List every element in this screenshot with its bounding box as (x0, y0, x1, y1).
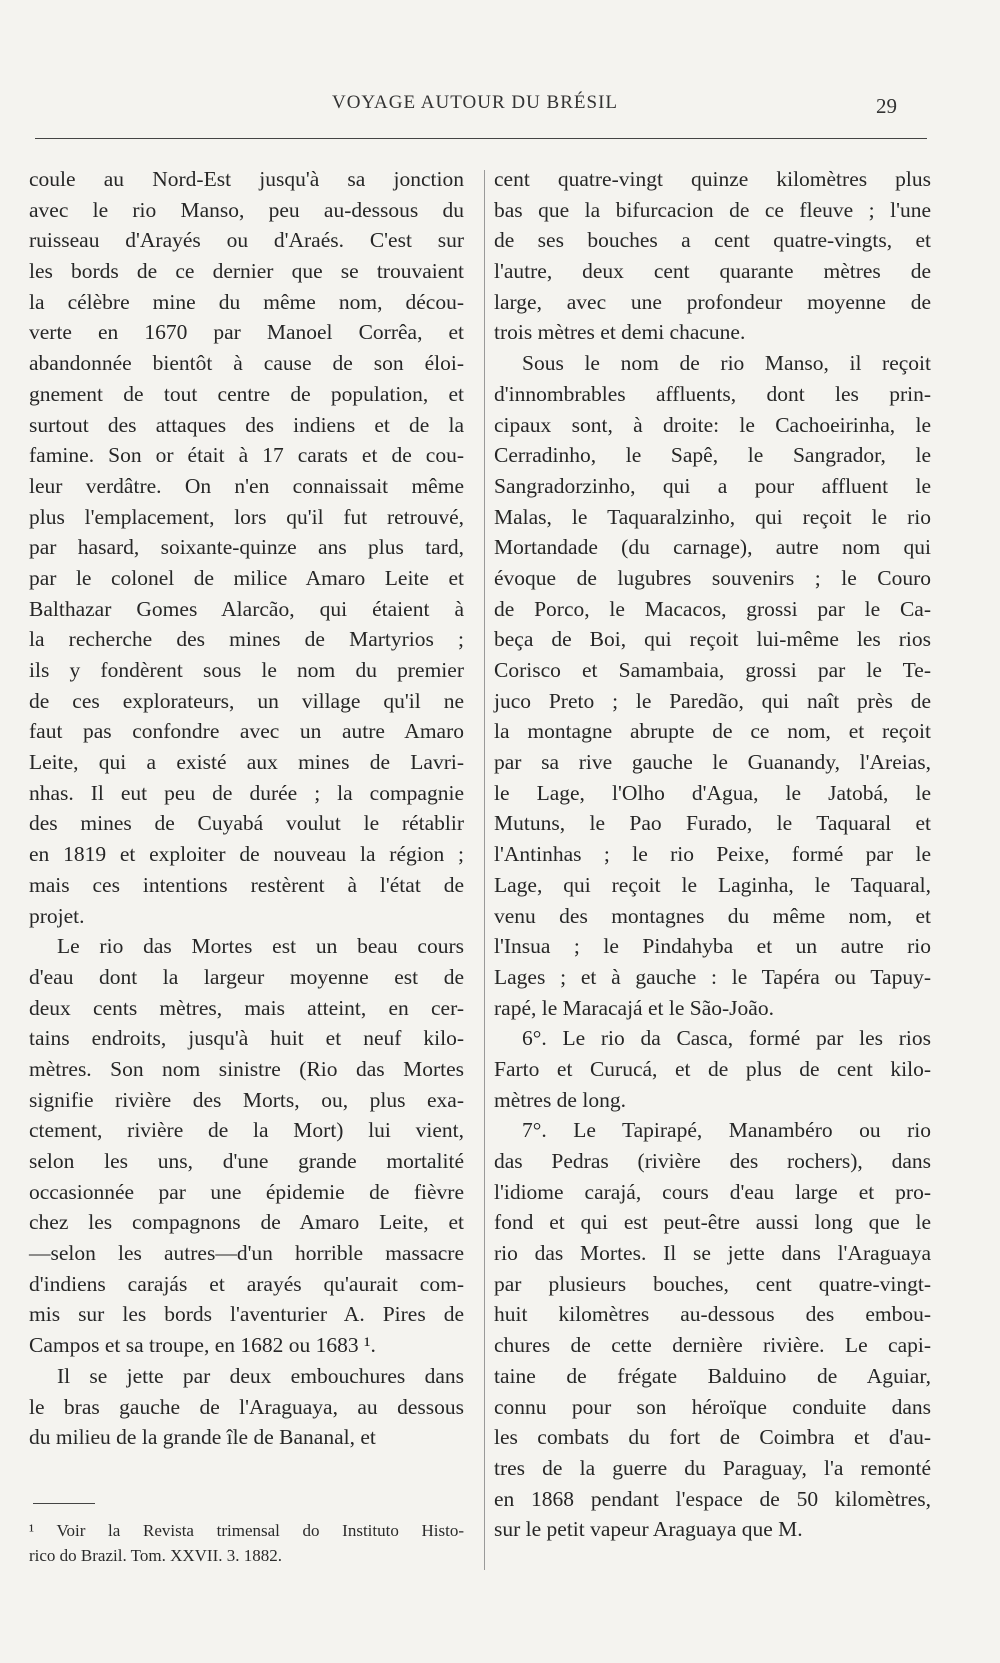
text-line: abandonnée bientôt à cause de son éloi- (29, 351, 464, 376)
text-line: de Porco, le Macacos, grossi par le Ca- (494, 596, 931, 621)
text-line: tres de la guerre du Paraguay, l'a remonté (494, 1455, 931, 1480)
text-line: d'eau dont la largeur moyenne est de (29, 964, 464, 989)
text-line: large, avec une profondeur moyenne de (494, 289, 931, 314)
text-line: Campos et sa troupe, en 1682 ou 1683 ¹. (29, 1333, 376, 1358)
text-line: trois mètres et demi chacune. (494, 320, 746, 345)
text-line: Sangradorzinho, qui a pour affluent le (494, 473, 931, 498)
footnote (29, 1518, 464, 1568)
text-line: mètres. Son nom sinistre (Rio das Mortes (29, 1056, 464, 1081)
text-line: les combats du fort de Coimbra et d'au- (494, 1425, 931, 1450)
text-line: la célèbre mine du même nom, décou- (29, 289, 464, 314)
page-number: 29 (876, 94, 897, 118)
text-line: cent quatre-vingt quinze kilomètres plus (494, 167, 931, 191)
text-line: ctement, rivière de la Mort) lui vient, (29, 1118, 464, 1143)
text-line: ils y fondèrent sous le nom du premier (29, 658, 464, 682)
text-line: chures de cette dernière rivière. Le capi- (494, 1333, 931, 1358)
text-line: tains endroits, jusqu'à huit et neuf kilo- (29, 1026, 464, 1051)
text-line: d'innombrables affluents, dont les prin- (494, 381, 931, 406)
text-line: par sa rive gauche le Guanandy, l'Areias, (494, 750, 931, 775)
text-line: des mines de Cuyabá voulut le rétablir (29, 811, 464, 836)
text-line: le Lage, l'Olho d'Agua, le Jatobá, le (494, 780, 931, 805)
text-line: en 1868 pendant l'espace de 50 kilomètres, (494, 1486, 931, 1511)
text-line: l'Insua ; le Pindahyba et un autre rio (494, 934, 931, 959)
text-line: mais ces intentions restèrent à l'état de (29, 872, 464, 897)
text-line: par plusieurs bouches, cent quatre-vingt- (494, 1271, 931, 1296)
text-line: évoque de lugubres souvenirs ; le Couro (494, 565, 931, 590)
text-line: signifie rivière des Morts, ou, plus exa- (29, 1087, 464, 1112)
text-line: les bords de ce dernier que se trouvaient (29, 259, 464, 284)
text-line: 6°. Le rio da Casca, formé par les rios (522, 1026, 931, 1051)
text-line: de ses bouches a cent quatre-vingts, et (494, 228, 931, 253)
text-line: Corisco et Samambaia, grossi par le Te- (494, 658, 931, 682)
text-line: fond et qui est peut-être aussi long que le (494, 1210, 931, 1235)
text-line: projet. (29, 903, 85, 928)
text-line: beça de Boi, qui reçoit lui-même les rios (494, 627, 931, 652)
text-line: leur verdâtre. On n'en connaissait même (29, 473, 464, 498)
text-line: Mortandade (du carnage), autre nom qui (494, 535, 931, 560)
text-line: coule au Nord-Est jusqu'à sa jonction (29, 167, 464, 191)
text-line: ruisseau d'Arayés ou d'Araés. C'est sur (29, 228, 464, 253)
text-line: Balthazar Gomes Alarcão, qui étaient à (29, 596, 464, 621)
text-line: par le colonel de milice Amaro Leite et (29, 565, 464, 590)
text-line: taine de frégate Balduino de Aguiar, (494, 1363, 931, 1388)
header-rule (35, 138, 927, 139)
text-line: Cerradinho, le Sapê, le Sangrador, le (494, 443, 931, 468)
text-line: huit kilomètres au-dessous des embou- (494, 1302, 931, 1327)
text-line: Sous le nom de rio Manso, il reçoit (522, 351, 931, 376)
text-line: chez les compagnons de Amaro Leite, et (29, 1210, 464, 1235)
text-line: d'indiens carajás et arayés qu'aurait com- (29, 1271, 464, 1296)
text-line: verte en 1670 par Manoel Corrêa, et (29, 320, 464, 345)
text-line: faut pas confondre avec un autre Amaro (29, 719, 464, 744)
text-line: venu des montagnes du même nom, et (494, 903, 931, 928)
text-line: l'idiome carajá, cours d'eau large et pro- (494, 1179, 931, 1204)
text-line: Il se jette par deux embouchures dans (57, 1363, 464, 1388)
text-line: famine. Son or était à 17 carats et de cou- (29, 443, 464, 468)
text-line: rapé, le Maracajá et le São-João. (494, 995, 774, 1020)
text-line: connu pour son héroïque conduite dans (494, 1394, 931, 1419)
text-line: le bras gauche de l'Araguaya, au dessous (29, 1394, 464, 1419)
text-line: par hasard, soixante-quinze ans plus tard, (29, 535, 464, 560)
text-line: bas que la bifurcacion de ce fleuve ; l'une (494, 197, 931, 222)
text-line: juco Preto ; le Paredão, qui naît près de (494, 688, 931, 713)
running-title: VOYAGE AUTOUR DU BRÉSIL (331, 92, 619, 113)
footnote-line: rico do Brazil. Tom. XXVII. 3. 1882. (29, 1546, 282, 1565)
text-line: cipaux sont, à droite: le Cachoeirinha, le (494, 412, 931, 437)
text-line: la montagne abrupte de ce nom, et reçoit (494, 719, 931, 744)
text-line: occasionnée par une épidemie de fièvre (29, 1179, 464, 1204)
text-line: 7°. Le Tapirapé, Manambéro ou rio (522, 1118, 931, 1143)
text-line: plus l'emplacement, lors qu'il fut retrouvé, (29, 504, 464, 529)
text-line: Farto et Curucá, et de plus de cent kilo- (494, 1056, 931, 1081)
text-line: en 1819 et exploiter de nouveau la région ; (29, 842, 464, 867)
text-line: Lages ; et à gauche : le Tapéra ou Tapuy- (494, 964, 931, 989)
text-line: de ces explorateurs, un village qu'il ne (29, 688, 464, 713)
text-line: gnement de tout centre de population, et (29, 381, 464, 406)
text-line: l'Antinhas ; le rio Peixe, formé par le (494, 842, 931, 867)
text-line: mis sur les bords l'aventurier A. Pires de (29, 1302, 464, 1327)
text-line: nhas. Il eut peu de durée ; la compagnie (29, 780, 464, 805)
text-line: Lage, qui reçoit le Laginha, le Taquaral, (494, 872, 931, 897)
right-column (494, 164, 931, 1545)
text-line: surtout des attaques des indiens et de la (29, 412, 464, 437)
footnote-rule (33, 1503, 95, 1504)
text-line: Leite, qui a existé aux mines de Lavri- (29, 750, 464, 775)
column-divider (484, 170, 485, 1570)
text-line: l'autre, deux cent quarante mètres de (494, 259, 931, 284)
text-line: selon les uns, d'une grande mortalité (29, 1149, 464, 1173)
text-line: das Pedras (rivière des rochers), dans (494, 1149, 931, 1173)
text-line: avec le rio Manso, peu au-dessous du (29, 197, 464, 222)
text-line: —selon les autres—d'un horrible massacre (29, 1241, 464, 1266)
text-line: mètres de long. (494, 1087, 626, 1112)
text-line: rio das Mortes. Il se jette dans l'Araguaya (494, 1241, 931, 1266)
text-line: Le rio das Mortes est un beau cours (57, 934, 464, 959)
footnote-line: ¹ Voir la Revista trimensal do Instituto Histo- (29, 1521, 464, 1540)
text-line: sur le petit vapeur Araguaya que M. (494, 1517, 803, 1542)
text-line: Mutuns, le Pao Furado, le Taquaral et (494, 811, 931, 836)
text-line: Malas, le Taquaralzinho, qui reçoit le rio (494, 504, 931, 529)
left-column (29, 164, 464, 1453)
text-line: la recherche des mines de Martyrios ; (29, 627, 464, 652)
text-line: deux cents mètres, mais atteint, en cer- (29, 995, 464, 1020)
text-line: du milieu de la grande île de Bananal, et (29, 1425, 376, 1450)
